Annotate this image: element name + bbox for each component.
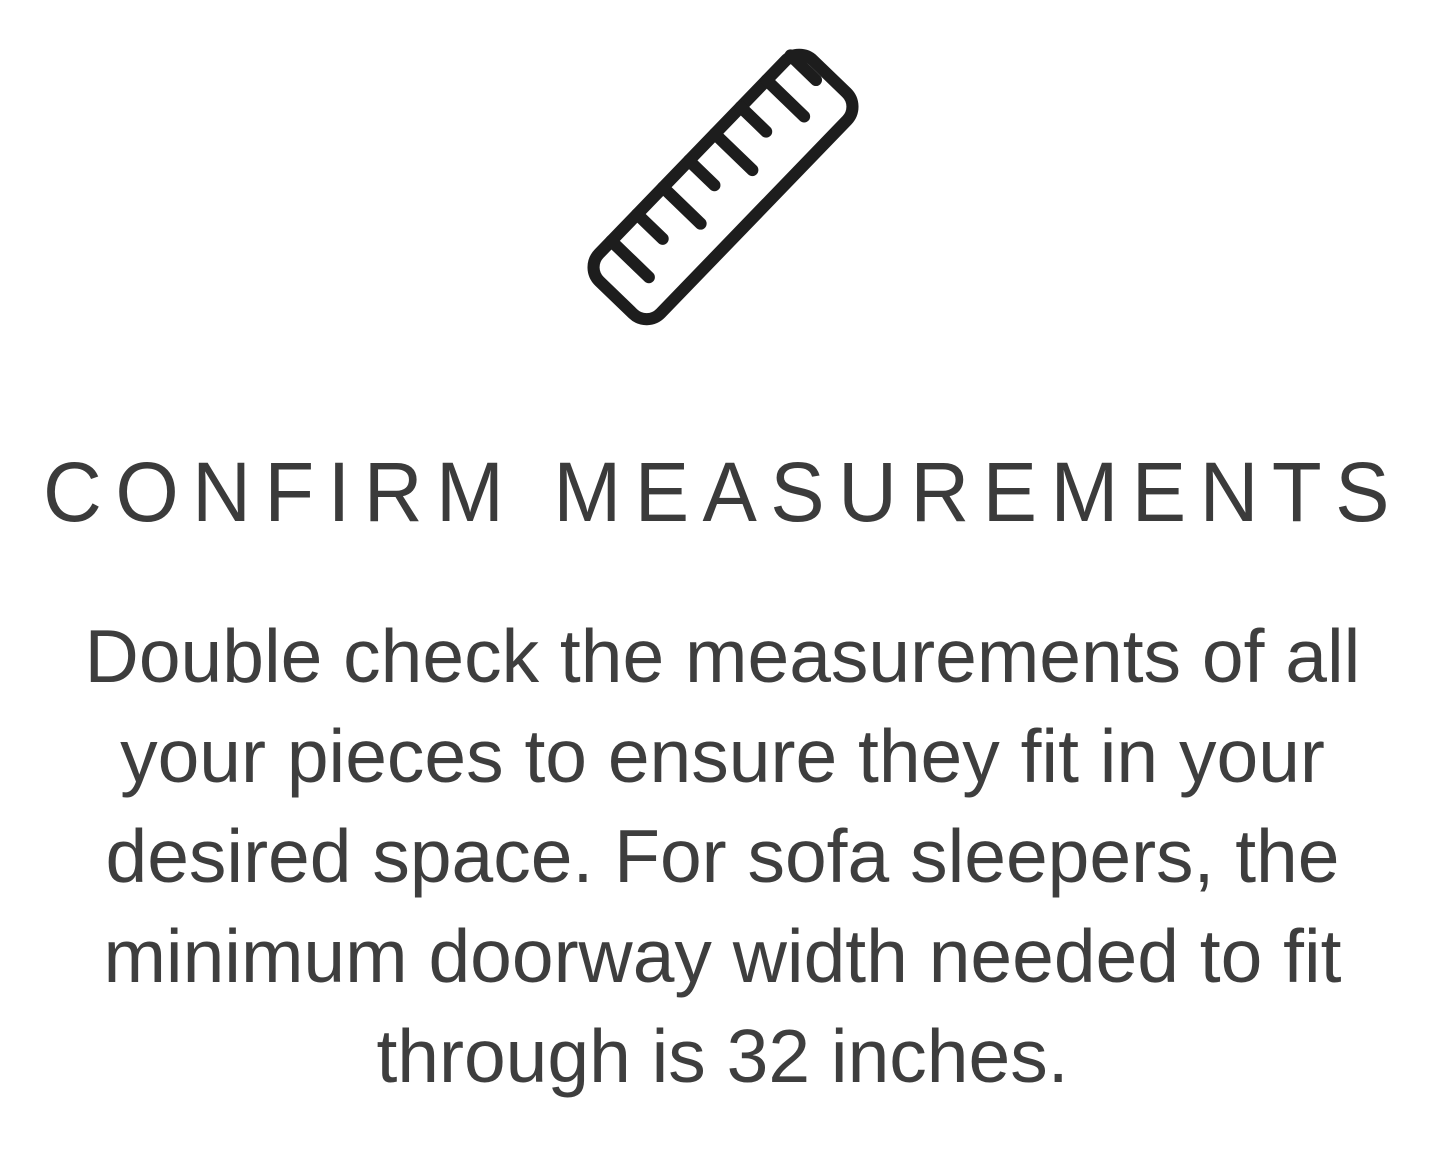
body-line: through is 32 inches.	[376, 1014, 1069, 1098]
body-line: Double check the measurements of all	[84, 614, 1361, 698]
section-heading: CONFIRM MEASUREMENTS	[42, 445, 1403, 539]
body-line: desired space. For sofa sleepers, the	[105, 814, 1340, 898]
body-paragraph	[85, 606, 1361, 1106]
body-line: your pieces to ensure they fit in your	[120, 714, 1325, 798]
ruler-icon	[573, 36, 873, 338]
body-line: minimum doorway width needed to fit	[103, 914, 1342, 998]
